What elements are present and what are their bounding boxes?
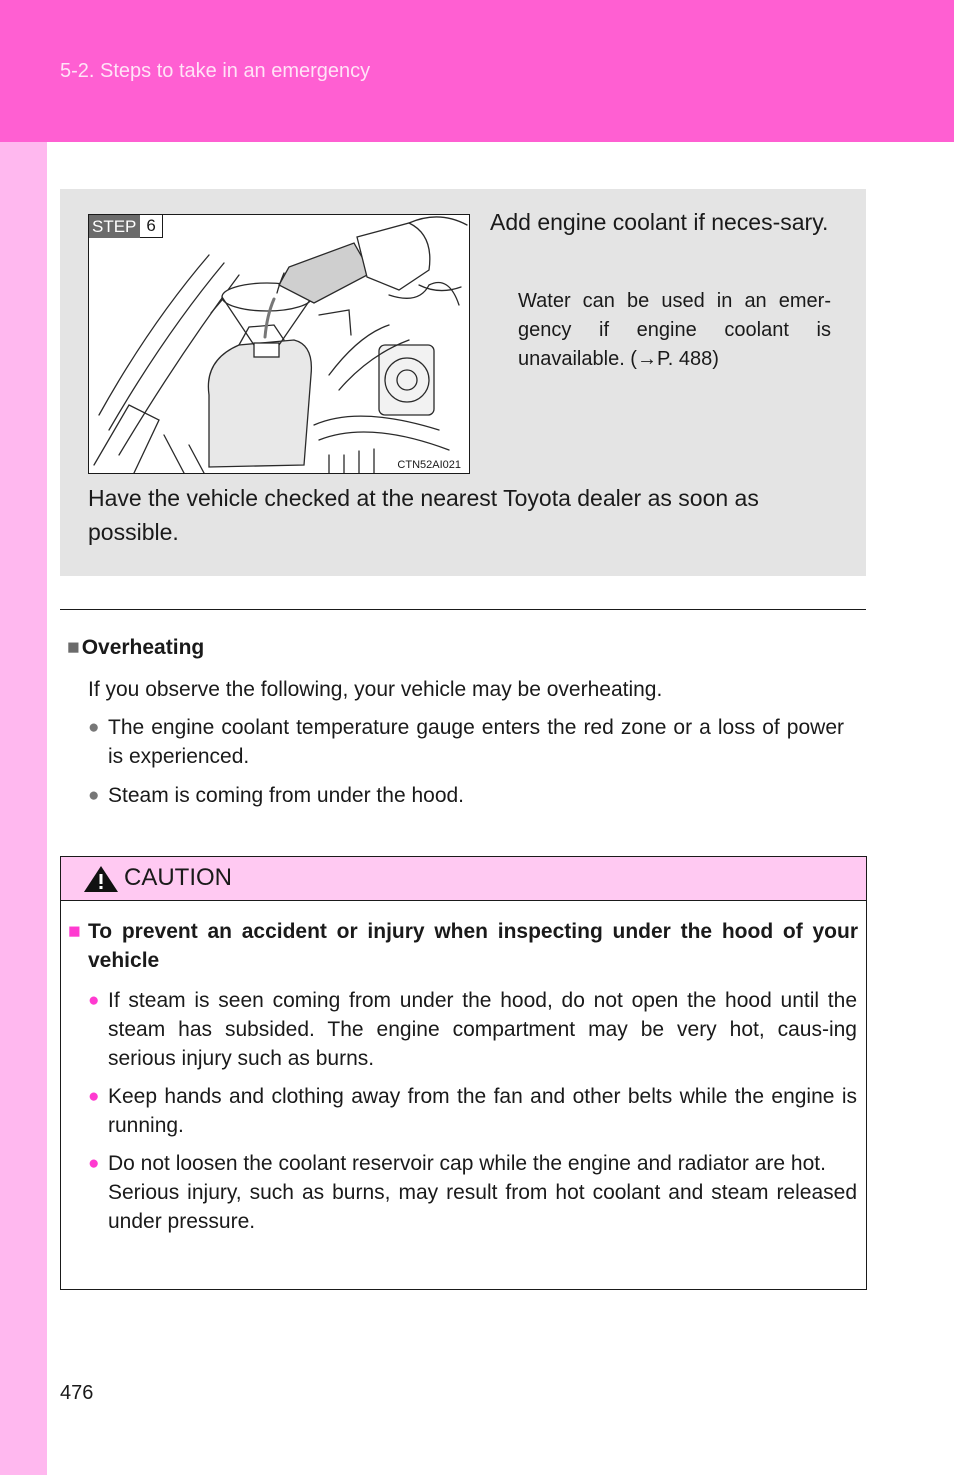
list-item [88, 1149, 857, 1236]
step-note-text: Water can be used in an emer-gency if engine coolant is unavailable. ( [518, 290, 831, 370]
step-badge [89, 215, 163, 238]
section-breadcrumb: 5-2. Steps to take in an emergency [60, 60, 371, 82]
list-item [88, 986, 857, 1073]
side-tab-strip [0, 142, 47, 1475]
caution-heading-text: To prevent an accident or injury when inspecting under the hood of your vehicle [88, 920, 858, 972]
list-item [88, 781, 844, 810]
step-note [518, 287, 831, 374]
list-item-text: Keep hands and clothing away from the fan and other belts while the engine is running. [108, 1085, 857, 1137]
pink-square-icon: ■ [68, 920, 81, 943]
caution-heading [68, 917, 858, 975]
bullet-icon: ● [88, 1086, 100, 1107]
section-divider [60, 609, 866, 610]
overheating-intro: If you observe the following, your vehicle may be overheating. [88, 678, 663, 701]
bullet-icon: ● [88, 717, 100, 738]
list-item-text: If steam is seen coming from under the hood, do not open the hood until the steam has subsided. The engine compartment may be very hot, caus-ing serious injury such as burns. [108, 989, 857, 1070]
overheating-heading [67, 636, 204, 660]
step-6-panel [60, 189, 866, 576]
grey-square-icon: ■ [67, 636, 80, 659]
caution-title: CAUTION [124, 864, 232, 891]
overheating-title: Overheating [81, 636, 205, 659]
engine-bay-drawing [89, 215, 469, 473]
bullet-icon: ● [88, 785, 100, 806]
list-item-continuation: Serious injury, such as burns, may result from hot coolant and steam released under pressure. [108, 1181, 857, 1233]
list-item-text: Do not loosen the coolant reservoir cap while the engine and radiator are hot. [108, 1152, 826, 1175]
coolant-illustration [88, 214, 470, 474]
illustration-code: CTN52AI021 [397, 459, 461, 471]
page-header [0, 0, 954, 142]
list-item-text: The engine coolant temperature gauge enters the red zone or a loss of power is experienced. [108, 716, 844, 768]
step-number: 6 [140, 215, 162, 238]
arrow-icon: → [636, 348, 657, 370]
bullet-icon: ● [88, 1153, 100, 1174]
list-item-text: Steam is coming from under the hood. [108, 784, 465, 807]
page-reference-link[interactable]: P. 488 [656, 348, 713, 370]
step-instruction: Add engine coolant if neces-sary. [490, 209, 829, 235]
bullet-icon: ● [88, 990, 100, 1011]
list-item [88, 713, 844, 771]
list-item [88, 1082, 857, 1140]
caution-header [61, 857, 866, 901]
warning-triangle-icon [82, 864, 120, 894]
step-note-close: ) [712, 348, 719, 370]
page-number: 476 [60, 1382, 94, 1404]
step-word: STEP [89, 215, 140, 238]
caution-box [60, 856, 867, 1290]
step-footer-text: Have the vehicle checked at the nearest Toyota dealer as soon as possible. [88, 485, 759, 545]
